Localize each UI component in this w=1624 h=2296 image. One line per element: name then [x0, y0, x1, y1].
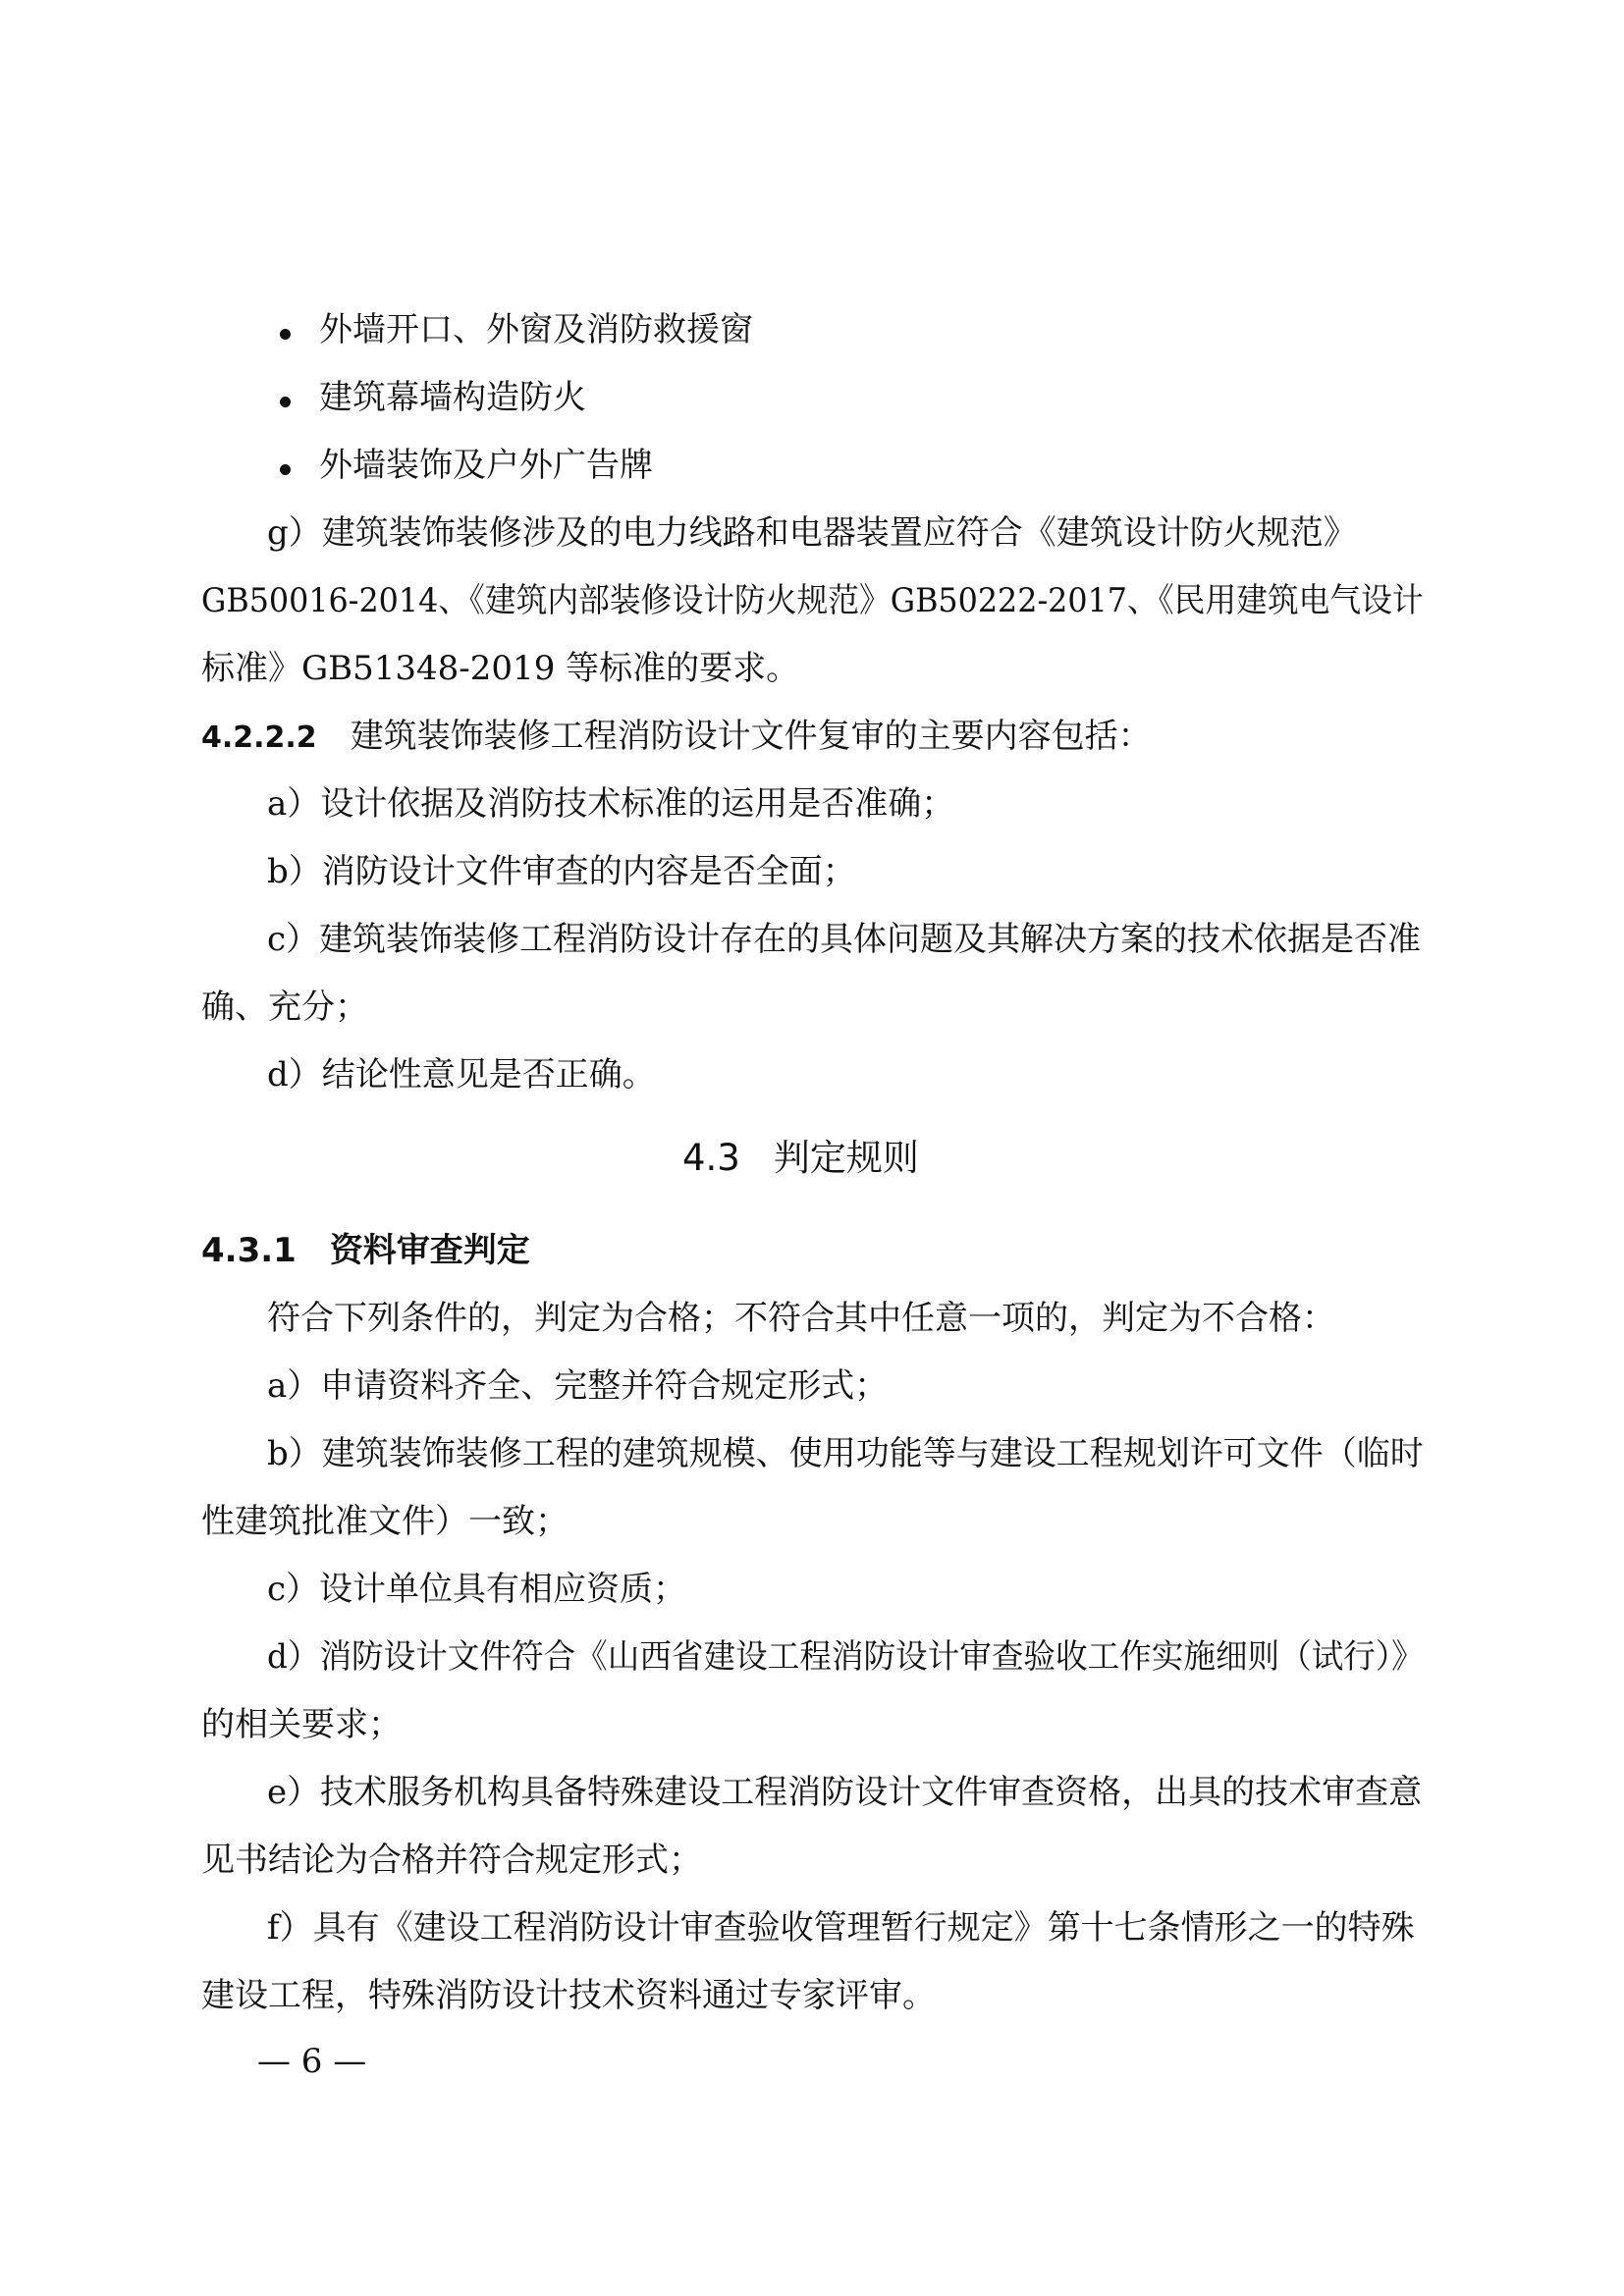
paragraph-g-line-2: GB50016-2014、《建筑内部装修设计防火规范》GB50222-2017、《民用建筑电气设计: [201, 581, 1424, 620]
section-431-intro: 符合下列条件的，判定为合格；不符合其中任意一项的，判定为不合格：: [267, 1299, 1335, 1338]
list-item-b-line-2: 性建筑批准文件）一致；: [201, 1502, 568, 1541]
list-item-c-line-2: 确、充分；: [201, 988, 368, 1027]
section-title: 建筑装饰装修工程消防设计文件复审的主要内容包括：: [350, 717, 1152, 756]
list-item-b-line-1: b）建筑装饰装修工程的建筑规模、使用功能等与建设工程规划许可文件（临时: [267, 1434, 1424, 1473]
bullet-item: 建筑幕墙构造防火: [319, 378, 586, 417]
list-item-f-line-1: f）具有《建设工程消防设计审查验收管理暂行规定》第十七条情形之一的特殊: [267, 1908, 1415, 1948]
bullet-dot-icon: [280, 464, 291, 475]
list-item-c: c）设计单位具有相应资质；: [267, 1570, 687, 1609]
bullet-dot-icon: [280, 397, 291, 407]
section-4222-heading: [201, 717, 1152, 758]
section-number: 4.3: [682, 1137, 740, 1179]
list-item-e-line-1: e）技术服务机构具备特殊建设工程消防设计文件审查资格，出具的技术审查意: [267, 1773, 1423, 1812]
section-number: 4.3.1: [201, 1231, 297, 1270]
list-item-b: b）消防设计文件审查的内容是否全面；: [267, 852, 856, 891]
bullet-dot-icon: [280, 329, 291, 340]
paragraph-g-line-3: 标准》GB51348-2019 等标准的要求。: [201, 649, 800, 688]
list-item-d: d）结论性意见是否正确。: [267, 1055, 656, 1095]
list-item-d-line-2: 的相关要求；: [201, 1705, 402, 1744]
list-item-f-line-2: 建设工程，特殊消防设计技术资料通过专家评审。: [201, 1976, 936, 2015]
paragraph-g-line-1: g）建筑装饰装修涉及的电力线路和电器装置应符合《建筑设计防火规范》: [267, 513, 1357, 553]
bullet-item: 外墙开口、外窗及消防救援窗: [319, 310, 753, 349]
page-number: — 6 —: [257, 2042, 367, 2081]
section-title: 资料审查判定: [329, 1231, 530, 1270]
bullet-item: 外墙装饰及户外广告牌: [319, 446, 653, 485]
list-item-d-line-1: d）消防设计文件符合《山西省建设工程消防设计审查验收工作实施细则（试行）》: [267, 1637, 1424, 1677]
list-item-a: a）申请资料齐全、完整并符合规定形式；: [267, 1366, 889, 1406]
section-number: 4.2.2.2: [201, 721, 317, 755]
section-title: 判定规则: [773, 1137, 919, 1179]
section-431-heading: [201, 1231, 530, 1270]
list-item-e-line-2: 见书结论为合格并符合规定形式；: [201, 1841, 702, 1880]
list-item-c-line-1: c）建筑装饰装修工程消防设计存在的具体问题及其解决方案的技术依据是否准: [267, 920, 1422, 959]
list-item-a: a）设计依据及消防技术标准的运用是否准确；: [267, 784, 955, 824]
section-43-heading: [682, 1137, 919, 1180]
